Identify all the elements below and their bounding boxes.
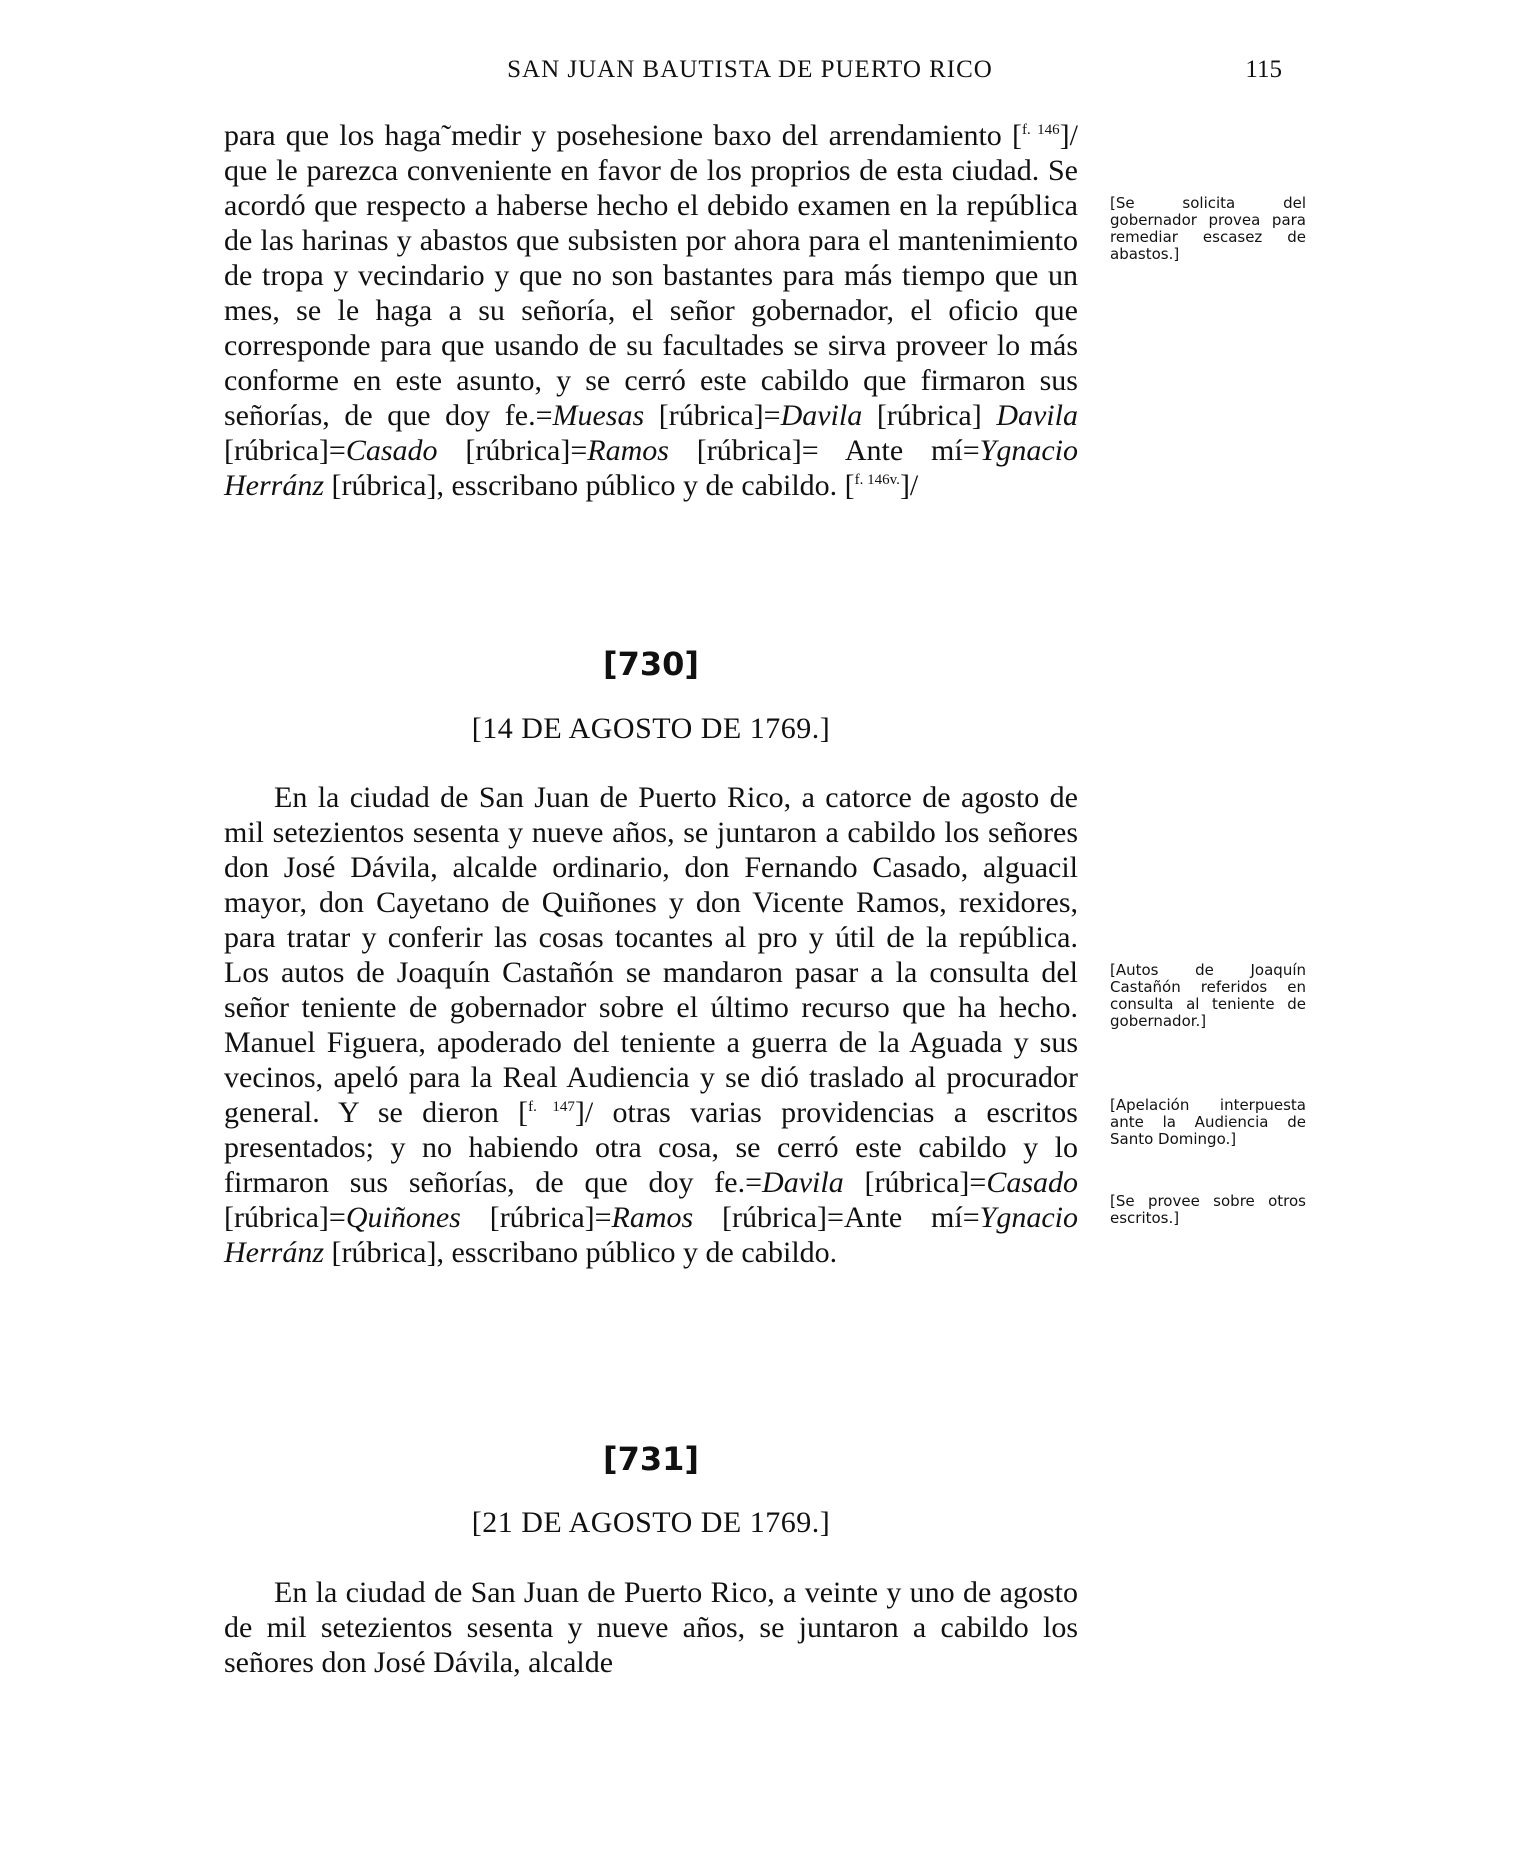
signature-name: Davila — [762, 1166, 844, 1199]
signature-name: Ygnacio Herránz — [224, 1201, 1078, 1269]
text-run: [rúbrica]= — [843, 1166, 987, 1199]
signature-name: Casado — [345, 434, 438, 467]
text-run: ]/ que le parezca conveniente en favor de los proprios de esta ciudad. Se acordó que respecto a haberse hecho el debido examen en la república de las harinas y abastos que subsisten por ahora para el mantenimiento de tropa y vecindario y que no son bastantes para más tiempo que un mes, se le haga a su señoría, el señor gobernador, el oficio que corresponde para que usando de su facultades se sirva proveer lo más conforme en este asunto, y se cerró este cabildo que firmaron sus señorías, de que doy fe.= — [224, 119, 1078, 432]
signature-name: Ramos — [611, 1201, 694, 1234]
document-date: [14 DE AGOSTO DE 1769.] — [471, 712, 831, 745]
text-run: En la ciudad de San Juan de Puerto Rico, a catorce de agosto de mil setezientos sesenta y nueve años, se juntaron a cabildo los señores don José Dávila, alcalde ordinario, don Fernando Casado, alguacil mayor, don Cayetano de Quiñones y don Vicente Ramos, rexidores, para tratar y conferir las cosas tocantes al pro y útil de la república. Los autos de Joaquín Castañón se mandaron pasar a la consulta del señor teniente de gobernador sobre el último recurso que ha hecho. Manuel Figuera, apoderado del teniente a guerra de la Aguada y sus vecinos, apeló para la Real Audiencia y se dió traslado al procurador general. Y se dieron [ — [224, 781, 1078, 1129]
document-730-text — [224, 780, 1078, 1270]
text-run: [rúbrica] — [862, 399, 997, 432]
margin-note: [Apelación interpuesta ante la Audiencia de Santo Domingo.] — [1110, 1096, 1306, 1148]
signature-name: Casado — [986, 1166, 1078, 1199]
document-paragraph — [224, 780, 1078, 1270]
document-date: [21 DE AGOSTO DE 1769.] — [471, 1506, 831, 1539]
signature-name: Muesas — [552, 399, 645, 432]
text-run: [rúbrica], esscribano público y de cabildo. [ — [324, 469, 855, 502]
text-run: ]/ — [899, 469, 919, 502]
margin-note: [Se solicita del gobernador provea para remediar escasez de abastos.] — [1110, 194, 1306, 263]
signature-name: Ramos — [587, 434, 669, 467]
text-run: [rúbrica]= — [224, 434, 346, 467]
text-run: [rúbrica]=Ante mí= — [693, 1201, 980, 1234]
folio-marker: f. 146v. — [854, 472, 900, 488]
page-number: 115 — [1245, 56, 1282, 83]
signature-name: Quiñones — [345, 1201, 461, 1234]
signature-name: Davila — [996, 399, 1078, 432]
text-run: para que los haga˜medir y posehesione baxo del arrendamiento [ — [224, 119, 1022, 152]
running-title: SAN JUAN BAUTISTA DE PUERTO RICO — [507, 56, 993, 83]
text-run: [rúbrica]= — [437, 434, 588, 467]
folio-marker: f. 147 — [528, 1099, 575, 1115]
margin-note: [Se provee sobre otros escritos.] — [1110, 1192, 1306, 1227]
document-731-text — [224, 1575, 1078, 1680]
margin-note: [Autos de Joaquín Castañón referidos en consulta al teniente de gobernador.] — [1110, 961, 1306, 1030]
text-run: [rúbrica], esscribano público y de cabildo. — [324, 1236, 838, 1269]
text-run: [rúbrica]= — [224, 1201, 346, 1234]
text-run: [rúbrica]= — [644, 399, 781, 432]
continuation-text — [224, 118, 1078, 503]
text-run: ]/ otras varias providencias a escritos presentados; y no habiendo otra cosa, se cerró este cabildo y lo firmaron sus señorías, de que doy fe.= — [224, 1096, 1078, 1199]
document-paragraph: En la ciudad de San Juan de Puerto Rico, a veinte y uno de agosto de mil setezientos sesenta y nueve años, se juntaron a cabildo los señores don José Dávila, alcalde — [224, 1576, 1078, 1679]
text-run: [rúbrica]= Ante mí= — [668, 434, 980, 467]
text-run: [rúbrica]= — [460, 1201, 612, 1234]
folio-marker: f. 146 — [1021, 122, 1060, 138]
signature-name: Ygnacio Herránz — [224, 434, 1078, 502]
continuation-paragraph — [224, 118, 1078, 503]
signature-name: Davila — [780, 399, 863, 432]
document-number: [731] — [602, 1440, 700, 1478]
document-number: [730] — [602, 645, 700, 683]
